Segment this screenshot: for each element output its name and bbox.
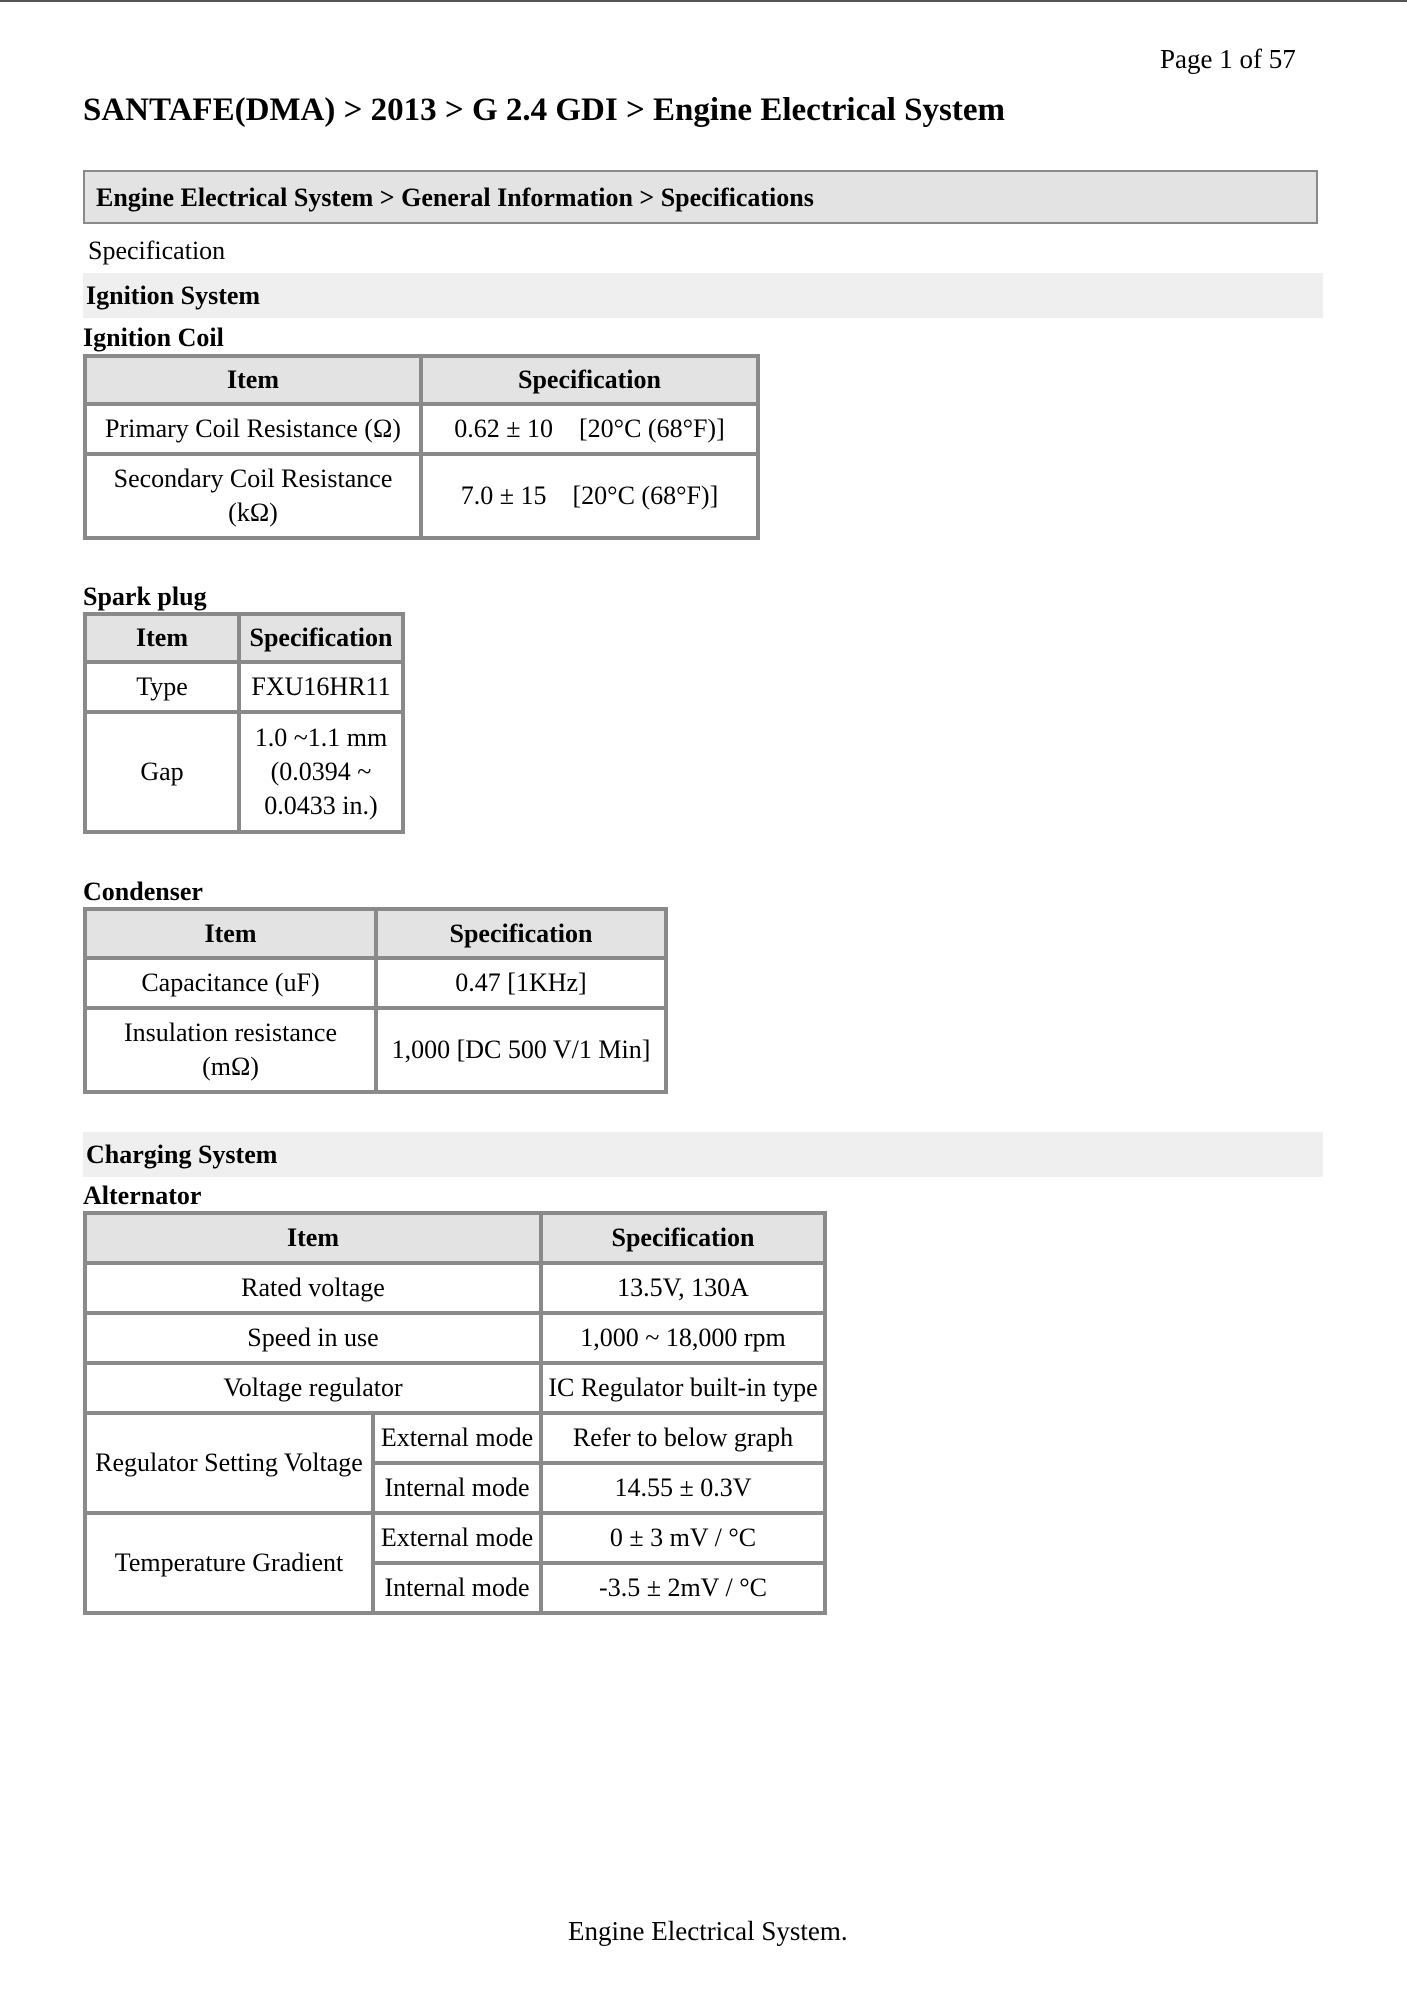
charging-system-heading: Charging System [83,1132,1323,1177]
item-cell: Primary Coil Resistance (Ω) [85,404,421,454]
alternator-heading: Alternator [83,1181,202,1210]
table-header-row [85,909,666,958]
spec-cell: 0.47 [1KHz] [376,958,666,1008]
table-row [85,454,758,538]
column-header: Specification [376,909,666,958]
column-header: Item [85,614,239,662]
specification-label: Specification [88,236,226,265]
spec-cell: 1,000 [DC 500 V/1 Min] [376,1008,666,1092]
mode-cell: Internal mode [373,1563,541,1613]
spec-cell: 14.55 ± 0.3V [541,1463,825,1513]
section-breadcrumb: Engine Electrical System > General Information > Specifications [83,170,1318,224]
ignition-system-heading: Ignition System [83,273,1323,318]
top-rule [0,0,1407,2]
column-header: Item [85,1213,541,1263]
item-cell: Capacitance (uF) [85,958,376,1008]
mode-cell: Internal mode [373,1463,541,1513]
ignition-coil-heading: Ignition Coil [83,323,224,352]
spec-cell: 13.5V, 130A [541,1263,825,1313]
table-row [85,1413,825,1463]
condenser-heading: Condenser [83,877,203,906]
column-header: Specification [421,356,758,404]
table-row [85,712,403,832]
spec-cell: 1,000 ~ 18,000 rpm [541,1313,825,1363]
item-cell: Rated voltage [85,1263,541,1313]
column-header: Item [85,356,421,404]
column-header: Specification [239,614,403,662]
page-footer: Engine Electrical System. [568,1916,848,1946]
column-header: Specification [541,1213,825,1263]
table-header-row [85,614,403,662]
alternator-table [83,1211,827,1615]
table-header-row [85,1213,825,1263]
table-row [85,1363,825,1413]
mode-cell: External mode [373,1413,541,1463]
condenser-table [83,907,668,1094]
table-row [85,1263,825,1313]
spark-plug-heading: Spark plug [83,582,207,611]
table-header-row [85,356,758,404]
spec-cell: Refer to below graph [541,1413,825,1463]
item-cell: Type [85,662,239,712]
spec-cell: FXU16HR11 [239,662,403,712]
spark-plug-table [83,612,405,834]
spec-cell: IC Regulator built-in type [541,1363,825,1413]
mode-cell: External mode [373,1513,541,1563]
table-row [85,662,403,712]
item-cell: Temperature Gradient [85,1513,373,1613]
item-cell: Secondary Coil Resistance (kΩ) [85,454,421,538]
table-row [85,404,758,454]
page-number: Page 1 of 57 [1160,44,1296,74]
table-row [85,1313,825,1363]
ignition-coil-table [83,354,760,540]
table-row [85,1513,825,1563]
column-header: Item [85,909,376,958]
spec-cell: 1.0 ~1.1 mm (0.0394 ~ 0.0433 in.) [239,712,403,832]
item-cell: Gap [85,712,239,832]
table-row [85,1008,666,1092]
table-row [85,958,666,1008]
spec-cell: 0.62 ± 10 [20°C (68°F)] [421,404,758,454]
spec-cell: 0 ± 3 mV / °C [541,1513,825,1563]
item-cell: Regulator Setting Voltage [85,1413,373,1513]
spec-cell: 7.0 ± 15 [20°C (68°F)] [421,454,758,538]
item-cell: Speed in use [85,1313,541,1363]
item-cell: Insulation resistance (mΩ) [85,1008,376,1092]
document-title: SANTAFE(DMA) > 2013 > G 2.4 GDI > Engine Electrical System [83,92,1005,128]
spec-cell: -3.5 ± 2mV / °C [541,1563,825,1613]
item-cell: Voltage regulator [85,1363,541,1413]
